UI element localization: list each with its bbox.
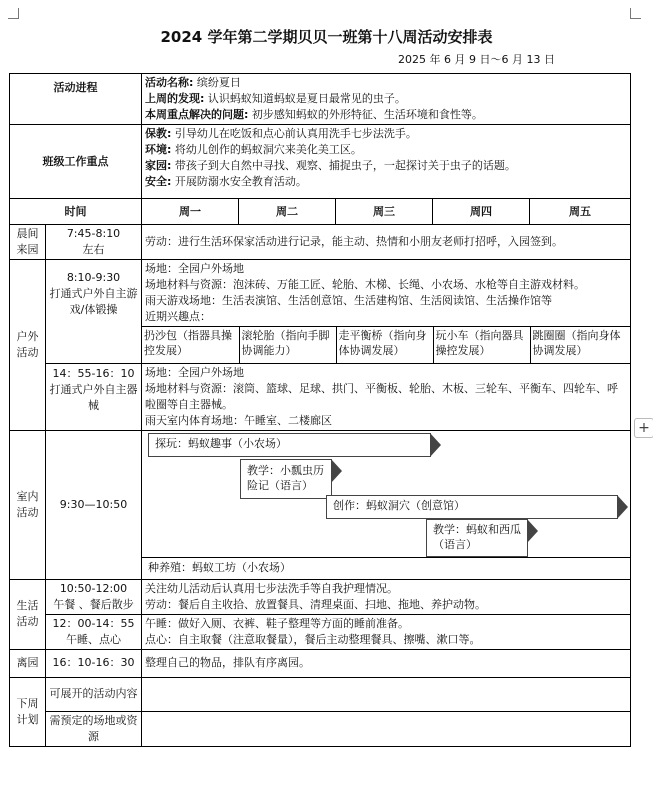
leave-time: 16：10-16：30 [46, 649, 142, 677]
indoor-bottom: 种养殖：蚂蚁工坊（小农场） [142, 557, 630, 578]
leave-label: 离园 [10, 649, 46, 677]
add-icon[interactable]: + [634, 418, 653, 438]
indoor-label: 室内活动 [10, 430, 46, 579]
life-time-lunch: 10:50-12:00 午餐 、餐后散步 [46, 579, 142, 614]
life-row-nap [10, 614, 631, 649]
next-activities-value [142, 677, 631, 711]
date-range: 2025 年 6 月 9 日～6 月 13 日 [398, 53, 555, 66]
life-row-lunch [10, 579, 631, 614]
activity-arrow: 创作：蚂蚁洞穴（创意馆） [326, 495, 618, 519]
arrival-label: 晨间来园 [10, 225, 46, 260]
day-header: 周一 [142, 199, 239, 225]
outdoor-label: 户外活动 [10, 260, 46, 431]
interest-cell: 滚轮胎（指向手脚协调能力） [239, 327, 336, 363]
arrival-row [10, 225, 631, 260]
arrival-time: 7:45-8:10 左右 [46, 225, 142, 260]
focus-label: 班级工作重点 [10, 125, 142, 199]
life-content-lunch: 关注幼儿活动后认真用七步法洗手等自我护理情况。 劳动：餐后自主收拾、放置餐具、清理桌面、扫地、拖地、养护动物。 [142, 579, 631, 614]
indoor-content [142, 430, 631, 579]
document-title: 2024 学年第二学期贝贝一班第十八周活动安排表 [160, 28, 493, 46]
page-corner-mark [630, 8, 641, 19]
outdoor-morning-content: 场地：全园户外场地 场地材料与资源：泡沫砖、万能工匠、轮胎、木梯、长绳、小农场、水枪等自主游戏材料。 雨天游戏场地：生活表演馆、生活创意馆、生活建构馆、生活阅读馆、生活操作馆等 近期兴趣点： 扔沙包（指器具操控发展） 滚轮胎（指向手脚协调能力） 走平衡桥（指向身体协调发展） 玩小车（指向器具操控发展） 跳圈圈（指向身体协调发展） [142, 260, 631, 364]
next-activities-label: 可展开的活动内容 [46, 677, 142, 711]
weekday-header-row [10, 199, 631, 225]
leave-content: 整理自己的物品，排队有序离园。 [142, 649, 631, 677]
day-header: 周三 [336, 199, 433, 225]
activity-arrow: 教学：小瓢虫历险记（语言） [240, 459, 332, 499]
life-content-nap: 午睡：做好入厕、衣裤、鞋子整理等方面的睡前准备。 点心：自主取餐（注意取餐量），餐后主动整理餐具、擦嘴、漱口等。 [142, 614, 631, 649]
next-resources-value [142, 711, 631, 746]
time-header: 时间 [10, 199, 142, 225]
progress-row [10, 74, 631, 125]
schedule-table [9, 73, 631, 747]
focus-row [10, 125, 631, 199]
outdoor-morning-time: 8:10-9:30 打通式户外自主游戏/体锻操 [46, 260, 142, 364]
interest-cell: 扔沙包（指器具操控发展） [142, 327, 239, 363]
page-corner-mark [8, 8, 19, 19]
indoor-activity-flow [142, 431, 630, 579]
indoor-row [10, 430, 631, 579]
interest-cell: 走平衡桥（指向身体协调发展） [336, 327, 433, 363]
activity-arrow: 探玩：蚂蚁趣事（小农场） [148, 433, 431, 457]
next-resources-label: 需预定的场地或资源 [46, 711, 142, 746]
day-header: 周五 [530, 199, 631, 225]
outdoor-afternoon-time: 14：55-16：10 打通式户外自主器械 [46, 363, 142, 430]
day-header: 周二 [239, 199, 336, 225]
life-time-nap: 12：00-14：55 午睡、点心 [46, 614, 142, 649]
outdoor-row-morning [10, 260, 631, 364]
day-header: 周四 [433, 199, 530, 225]
life-label: 生活活动 [10, 579, 46, 649]
next-row-2 [10, 711, 631, 746]
indoor-time: 9:30—10:50 [46, 430, 142, 579]
activity-arrow: 教学：蚂蚁和西瓜（语言） [426, 519, 528, 557]
next-label: 下周计划 [10, 677, 46, 746]
outdoor-afternoon-content: 场地：全园户外场地 场地材料与资源：滚筒、篮球、足球、拱门、平衡板、轮胎、木板、三轮车、平衡车、四轮车、呼啦圈等自主器械。 雨天室内体育场地：午睡室、二楼廊区 [142, 363, 631, 430]
next-row-1 [10, 677, 631, 711]
interest-cell: 跳圈圈（指向身体协调发展） [530, 327, 631, 363]
leave-row [10, 649, 631, 677]
interest-cell: 玩小车（指向器具操控发展） [433, 327, 530, 363]
focus-content: 保教: 引导幼儿在吃饭和点心前认真用洗手七步法洗手。 环境: 将幼儿创作的蚂蚁洞穴来美化美工区。 家园: 带孩子到大自然中寻找、观察、捕捉虫子，一起探讨关于虫子的话题。 安全: 开展防溺水安全教育活动。 [142, 125, 631, 199]
arrival-content: 劳动：进行生活环保家活动进行记录，能主动、热情和小朋友老师打招呼，入园签到。 [142, 225, 631, 260]
progress-content: 活动名称: 缤纷夏日 上周的发现: 认识蚂蚁知道蚂蚁是夏日最常见的虫子。 本周重点解决的问题: 初步感知蚂蚁的外形特征、生活环境和食性等。 [142, 74, 631, 125]
interest-table [142, 326, 631, 363]
outdoor-row-afternoon [10, 363, 631, 430]
progress-label: 活动进程 [10, 74, 142, 125]
